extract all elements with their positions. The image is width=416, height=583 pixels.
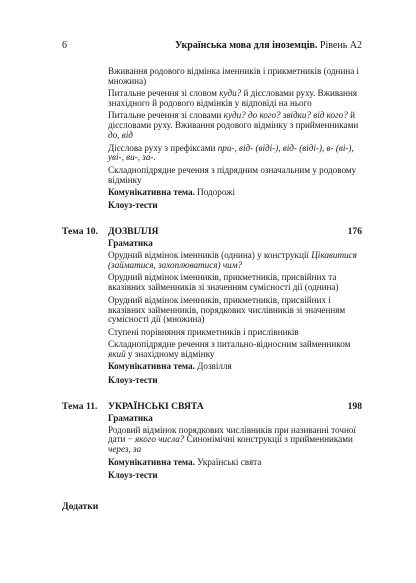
table-of-contents	[0, 67, 416, 512]
toc-entry: Орудний відмінок іменників, прикметників, присвійних та вказівних займенників зі значенням сумісності дії (однина)	[108, 272, 339, 293]
communicative-topic: Комунікативна тема. Подорожі	[108, 186, 235, 197]
grammar-heading: Граматика	[108, 238, 153, 249]
toc-entry: Питальне речення зі словами куди? до кого? звідки? від кого? й дієсловами руху. Вживання родового відмінку з прийменниками до, від	[108, 110, 359, 141]
topic-label: Тема 10.	[62, 226, 98, 238]
book-title: Українська мова для іноземців. Рівень А2	[175, 40, 362, 51]
cloze-tests-heading: Клоуз-тести	[108, 374, 158, 385]
topic-heading	[0, 401, 416, 413]
grammar-heading: Граматика	[108, 412, 153, 423]
topic-heading	[0, 226, 416, 238]
toc-entry: Дієслова руху з префіксами при-, від- (віді-), від- (віді-), в- (ві-), уві-, ви-, за-.	[108, 142, 354, 163]
toc-entry: Складнопідрядне речення з питально-відносним займенником який у знахідному відмінку	[108, 339, 351, 359]
cloze-tests-heading: Клоуз-тести	[108, 200, 158, 211]
toc-entry: Складнопідрядне речення з підрядним означальним у родовому відмінку	[108, 164, 357, 185]
toc-entry: Ступені порівняння прикметників і прислівників	[108, 326, 299, 337]
previous-topic-section	[0, 67, 416, 210]
topic-title: УКРАЇНСЬКІ СВЯТА	[108, 400, 204, 412]
topic-page-number: 176	[347, 226, 362, 238]
page-number: 6	[62, 40, 67, 51]
toc-entry: Вживання родового відмінка іменників і прикметників (однина і множина)	[108, 66, 360, 86]
communicative-topic: Комунікативна тема. Українські свята	[108, 456, 262, 467]
toc-entry: Родовий відмінок порядкових числівників при називанні точної дати − якого числа? Синонімічні конструкції з прийменниками через, за	[108, 424, 356, 455]
communicative-topic: Комунікативна тема. Дозвілля	[108, 361, 232, 372]
toc-entry: Орудний відмінок іменників, прикметників, присвійних і вказівних займенників, порядкових числівників зі значенням сумісності дії (множина)	[108, 294, 346, 325]
topic-title: ДОЗВІЛЛЯ	[108, 226, 159, 238]
topic-10-section	[0, 226, 416, 384]
topic-11-section	[0, 401, 416, 480]
topic-label: Тема 11.	[62, 400, 98, 412]
topic-page-number: 198	[347, 400, 362, 412]
toc-entry: Питальне речення зі словом куди? й дієсловами руху. Вживання знахідного й родового відмінків у відповіді на нього	[108, 88, 358, 109]
appendix-heading: Додатки	[62, 500, 99, 512]
toc-entry: Орудний відмінок іменників (однина) у конструкції Цікавитися (займатися, захоплюватися) чим?	[108, 250, 357, 271]
cloze-tests-heading: Клоуз-тести	[108, 469, 158, 480]
